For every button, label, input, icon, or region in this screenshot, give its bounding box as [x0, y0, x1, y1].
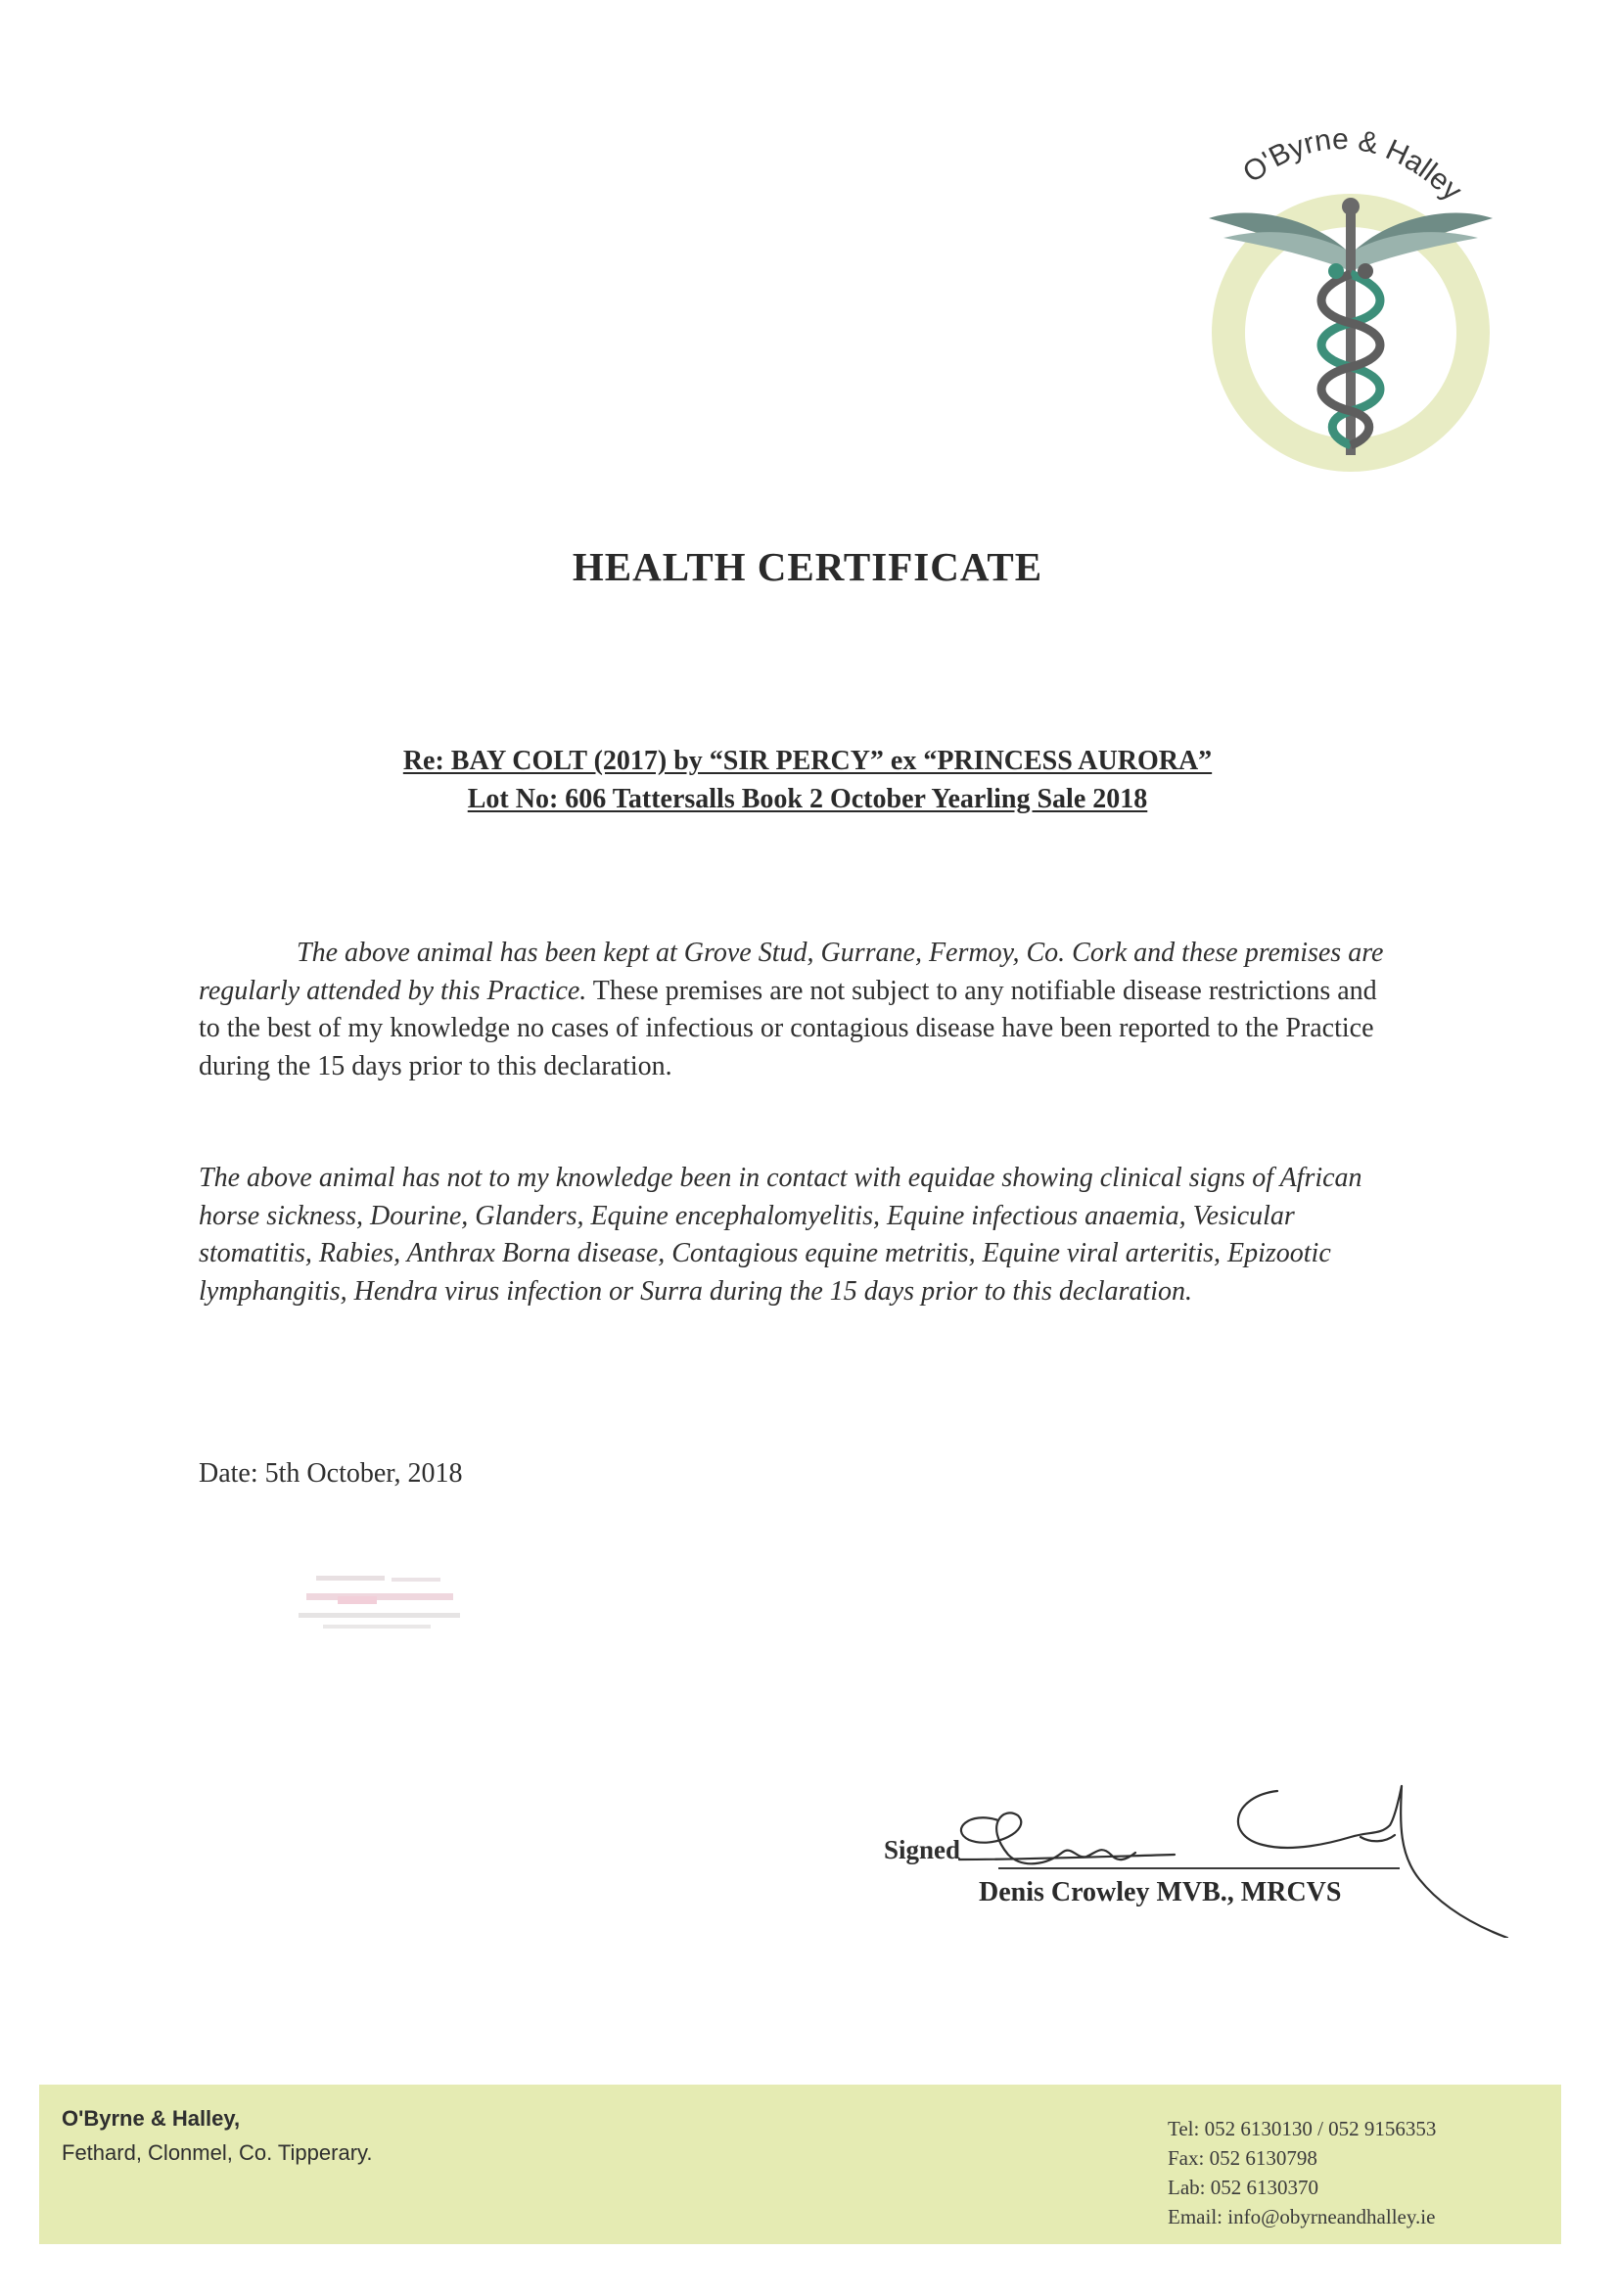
paragraph-diseases: The above animal has not to my knowledge been in contact with equidae showing clinical signs of African horse sickness, Dourine, Glanders, Equine encephalomyelitis, Equine infectious anaemia, Vesicular stomatitis, Rabies, Anthrax Borna disease, Contagious equine metritis, Equine viral arteritis, Epizootic lymphangitis, Hendra virus infection or Surra during the 15 days prior to this declaration.	[199, 1163, 1362, 1307]
signer-name: Denis Crowley MVB., MRCVS	[979, 1877, 1342, 1907]
footer-tel: Tel: 052 6130130 / 052 9156353	[1168, 2117, 1437, 2140]
footer-practice-name: O'Byrne & Halley,	[62, 2106, 241, 2131]
subject-line-horse: Re: BAY COLT (2017) by “SIR PERCY” ex “PRINCESS AURORA”	[402, 746, 1213, 776]
paragraph-premises-normal: These premises are not subject to any notifiable disease restrictions and to the best of my knowledge no cases of infectious or contagious disease have been reported to the Practice during the 15 days prior to this declaration.	[199, 975, 1377, 1081]
footer-contacts	[1168, 2114, 1436, 2231]
paragraph-premises	[199, 935, 1403, 1085]
signed-label: Signed	[884, 1835, 961, 1864]
subject-line-lot: Lot No: 606 Tattersalls Book 2 October Yearling Sale 2018	[467, 784, 1148, 814]
subject-block	[0, 742, 1615, 818]
logo-text: O'Byrne & Halley	[1236, 123, 1468, 207]
certificate-date: Date: 5th October, 2018	[199, 1458, 463, 1489]
footer-fax: Fax: 052 6130798	[1168, 2146, 1317, 2170]
footer-email: Email: info@obyrneandhalley.ie	[1168, 2205, 1436, 2228]
footer-lab: Lab: 052 6130370	[1168, 2176, 1318, 2199]
footer-address: Fethard, Clonmel, Co. Tipperary.	[62, 2140, 373, 2165]
footer-band	[39, 2085, 1561, 2244]
faint-stamp	[299, 1566, 465, 1639]
practice-logo	[1189, 103, 1512, 475]
paragraph-premises-italic: The above animal has been kept at Grove Stud, Gurrane, Fermoy, Co. Cork and these premises are regularly attended by this Practice.	[199, 938, 1384, 1006]
handwritten-signature	[940, 1767, 1517, 1938]
document-title: HEALTH CERTIFICATE	[572, 544, 1043, 589]
